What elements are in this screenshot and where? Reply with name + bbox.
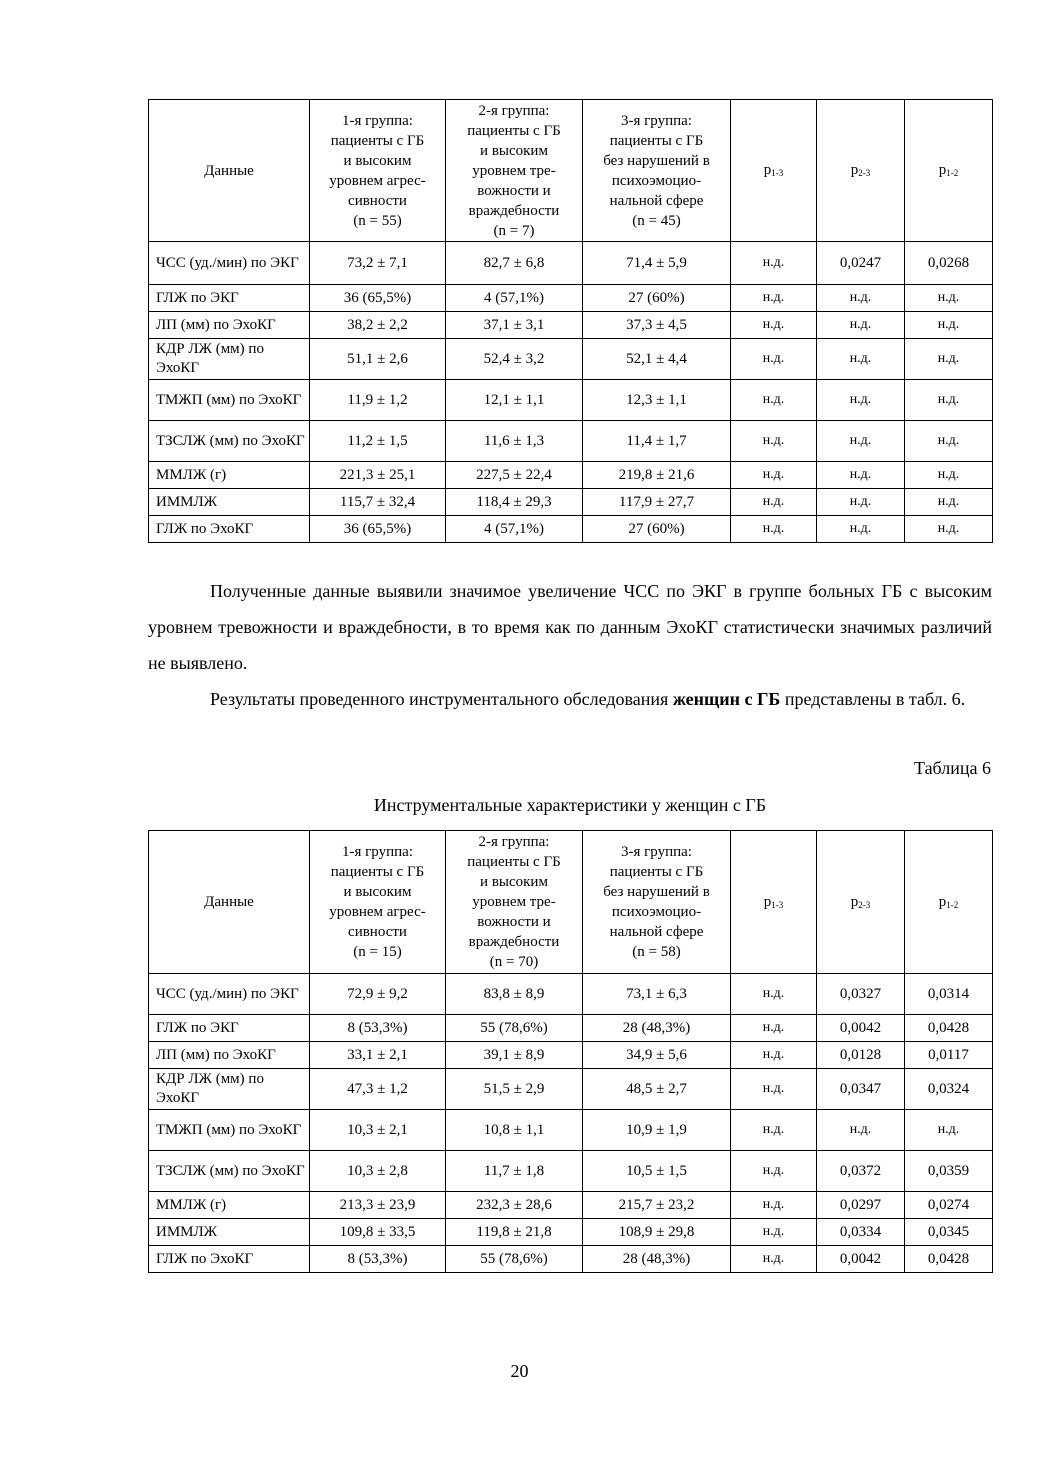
table-row bbox=[149, 489, 993, 516]
table-header-row bbox=[149, 100, 993, 242]
table-row bbox=[149, 380, 993, 421]
cell-p13: н.д. bbox=[731, 1192, 817, 1219]
cell-p23: н.д. bbox=[817, 421, 905, 462]
cell-p12: н.д. bbox=[905, 312, 993, 339]
cell-p12: 0,0428 bbox=[905, 1246, 993, 1273]
paragraph-2: Результаты проведенного инструментального обследования женщин с ГБ представлены в табл. 6. bbox=[210, 689, 966, 709]
paragraph-1: Полученные данные выявили значимое увеличение ЧСС по ЭКГ в группе больных ГБ с высоким уровнем тревожности и враждебности, в то время как по данным ЭхоКГ статистически значимых различий не выявлено. bbox=[148, 581, 992, 673]
table-row bbox=[149, 1246, 993, 1273]
cell-g1: 8 (53,3%) bbox=[310, 1015, 446, 1042]
cell-g1: 221,3 ± 25,1 bbox=[310, 462, 446, 489]
cell-g3: 10,9 ± 1,9 bbox=[583, 1110, 731, 1151]
row-label: ИММЛЖ bbox=[149, 1219, 310, 1246]
table-row bbox=[149, 1110, 993, 1151]
cell-g1: 73,2 ± 7,1 bbox=[310, 242, 446, 285]
cell-p23: н.д. bbox=[817, 285, 905, 312]
cell-g3: 108,9 ± 29,8 bbox=[583, 1219, 731, 1246]
row-label: ЧСС (уд./мин) по ЭКГ bbox=[149, 974, 310, 1015]
cell-p12: 0,0117 bbox=[905, 1042, 993, 1069]
cell-g3: 52,1 ± 4,4 bbox=[583, 339, 731, 380]
cell-p23: н.д. bbox=[817, 489, 905, 516]
header-p13: $p_{1-3}$ bbox=[731, 831, 817, 974]
cell-g2: 12,1 ± 1,1 bbox=[446, 380, 583, 421]
table-row bbox=[149, 285, 993, 312]
table-number: Таблица 6 bbox=[914, 758, 991, 778]
cell-p12: 0,0359 bbox=[905, 1151, 993, 1192]
header-p12: $p_{1-2}$ bbox=[905, 100, 993, 242]
cell-p12: н.д. bbox=[905, 380, 993, 421]
cell-p12: 0,0268 bbox=[905, 242, 993, 285]
header-data: Данные bbox=[149, 100, 310, 242]
cell-p23: н.д. bbox=[817, 339, 905, 380]
cell-g2: 227,5 ± 22,4 bbox=[446, 462, 583, 489]
cell-g3: 27 (60%) bbox=[583, 516, 731, 543]
header-group-2: 2-я группа: пациенты с ГБ и высоким уровнем тре- вожности и враждебности (n = 7) bbox=[446, 100, 583, 242]
cell-p13: н.д. bbox=[731, 516, 817, 543]
cell-g1: 11,2 ± 1,5 bbox=[310, 421, 446, 462]
table-row bbox=[149, 1219, 993, 1246]
cell-p13: н.д. bbox=[731, 1246, 817, 1273]
row-label: ГЛЖ по ЭКГ bbox=[149, 1015, 310, 1042]
cell-p23: 0,0297 bbox=[817, 1192, 905, 1219]
cell-g3: 117,9 ± 27,7 bbox=[583, 489, 731, 516]
cell-p13: н.д. bbox=[731, 1151, 817, 1192]
row-label: ММЛЖ (г) bbox=[149, 462, 310, 489]
cell-g2: 10,8 ± 1,1 bbox=[446, 1110, 583, 1151]
table-row bbox=[149, 1151, 993, 1192]
cell-p13: н.д. bbox=[731, 242, 817, 285]
row-label: ИММЛЖ bbox=[149, 489, 310, 516]
cell-p13: н.д. bbox=[731, 380, 817, 421]
row-label: ТМЖП (мм) по ЭхоКГ bbox=[149, 380, 310, 421]
table-row bbox=[149, 421, 993, 462]
cell-g3: 219,8 ± 21,6 bbox=[583, 462, 731, 489]
cell-p23: н.д. bbox=[817, 516, 905, 543]
cell-p23: н.д. bbox=[817, 380, 905, 421]
cell-p12: н.д. bbox=[905, 462, 993, 489]
header-group-1: 1-я группа: пациенты с ГБ и высоким уровнем агрес- сивности (n = 15) bbox=[310, 831, 446, 974]
row-label: ММЛЖ (г) bbox=[149, 1192, 310, 1219]
cell-g2: 4 (57,1%) bbox=[446, 285, 583, 312]
header-p23: $p_{2-3}$ bbox=[817, 831, 905, 974]
cell-p23: н.д. bbox=[817, 312, 905, 339]
cell-g1: 8 (53,3%) bbox=[310, 1246, 446, 1273]
cell-g2: 39,1 ± 8,9 bbox=[446, 1042, 583, 1069]
cell-p12: 0,0428 bbox=[905, 1015, 993, 1042]
row-label: КДР ЛЖ (мм) по ЭхоКГ bbox=[149, 1069, 310, 1110]
row-label: ЛП (мм) по ЭхоКГ bbox=[149, 1042, 310, 1069]
table-header-row bbox=[149, 831, 993, 974]
row-label: КДР ЛЖ (мм) по ЭхоКГ bbox=[149, 339, 310, 380]
row-label: ГЛЖ по ЭхоКГ bbox=[149, 516, 310, 543]
table-row bbox=[149, 516, 993, 543]
cell-g3: 10,5 ± 1,5 bbox=[583, 1151, 731, 1192]
row-label: ГЛЖ по ЭКГ bbox=[149, 285, 310, 312]
row-label: ГЛЖ по ЭхоКГ bbox=[149, 1246, 310, 1273]
cell-g2: 37,1 ± 3,1 bbox=[446, 312, 583, 339]
row-label: ЛП (мм) по ЭхоКГ bbox=[149, 312, 310, 339]
cell-g3: 71,4 ± 5,9 bbox=[583, 242, 731, 285]
cell-g1: 72,9 ± 9,2 bbox=[310, 974, 446, 1015]
cell-g3: 37,3 ± 4,5 bbox=[583, 312, 731, 339]
cell-g2: 11,7 ± 1,8 bbox=[446, 1151, 583, 1192]
cell-p23: 0,0327 bbox=[817, 974, 905, 1015]
table-caption: Инструментальные характеристики у женщин с ГБ bbox=[373, 795, 767, 815]
table-1 bbox=[148, 99, 993, 543]
row-label: ТМЖП (мм) по ЭхоКГ bbox=[149, 1110, 310, 1151]
cell-p23: 0,0347 bbox=[817, 1069, 905, 1110]
cell-g2: 232,3 ± 28,6 bbox=[446, 1192, 583, 1219]
cell-p13: н.д. bbox=[731, 974, 817, 1015]
table-row bbox=[149, 1192, 993, 1219]
header-p12: $p_{1-2}$ bbox=[905, 831, 993, 974]
header-group-2: 2-я группа: пациенты с ГБ и высоким уровнем тре- вожности и враждебности (n = 70) bbox=[446, 831, 583, 974]
cell-p12: 0,0314 bbox=[905, 974, 993, 1015]
table-row bbox=[149, 974, 993, 1015]
cell-g2: 55 (78,6%) bbox=[446, 1015, 583, 1042]
cell-p13: н.д. bbox=[731, 1069, 817, 1110]
cell-p13: н.д. bbox=[731, 462, 817, 489]
cell-g1: 36 (65,5%) bbox=[310, 516, 446, 543]
cell-p12: 0,0274 bbox=[905, 1192, 993, 1219]
table-row bbox=[149, 1042, 993, 1069]
cell-g2: 51,5 ± 2,9 bbox=[446, 1069, 583, 1110]
cell-g1: 10,3 ± 2,8 bbox=[310, 1151, 446, 1192]
cell-g2: 82,7 ± 6,8 bbox=[446, 242, 583, 285]
cell-g2: 118,4 ± 29,3 bbox=[446, 489, 583, 516]
row-label: ЧСС (уд./мин) по ЭКГ bbox=[149, 242, 310, 285]
cell-g2: 52,4 ± 3,2 bbox=[446, 339, 583, 380]
cell-g3: 73,1 ± 6,3 bbox=[583, 974, 731, 1015]
cell-g1: 47,3 ± 1,2 bbox=[310, 1069, 446, 1110]
cell-p12: н.д. bbox=[905, 339, 993, 380]
table-row bbox=[149, 242, 993, 285]
cell-g3: 34,9 ± 5,6 bbox=[583, 1042, 731, 1069]
cell-p12: н.д. bbox=[905, 421, 993, 462]
cell-p13: н.д. bbox=[731, 421, 817, 462]
cell-g1: 213,3 ± 23,9 bbox=[310, 1192, 446, 1219]
table-row bbox=[149, 1069, 993, 1110]
cell-g3: 28 (48,3%) bbox=[583, 1015, 731, 1042]
table-2 bbox=[148, 830, 993, 1273]
header-data: Данные bbox=[149, 831, 310, 974]
table-row bbox=[149, 339, 993, 380]
cell-p23: 0,0247 bbox=[817, 242, 905, 285]
cell-p23: 0,0334 bbox=[817, 1219, 905, 1246]
cell-p23: н.д. bbox=[817, 1110, 905, 1151]
cell-g1: 33,1 ± 2,1 bbox=[310, 1042, 446, 1069]
header-group-1: 1-я группа: пациенты с ГБ и высоким уровнем агрес- сивности (n = 55) bbox=[310, 100, 446, 242]
cell-g3: 48,5 ± 2,7 bbox=[583, 1069, 731, 1110]
cell-p12: 0,0345 bbox=[905, 1219, 993, 1246]
cell-p12: н.д. bbox=[905, 489, 993, 516]
cell-p23: 0,0128 bbox=[817, 1042, 905, 1069]
cell-p13: н.д. bbox=[731, 339, 817, 380]
cell-p23: н.д. bbox=[817, 462, 905, 489]
cell-p23: 0,0372 bbox=[817, 1151, 905, 1192]
header-p13: $p_{1-3}$ bbox=[731, 100, 817, 242]
cell-p12: н.д. bbox=[905, 285, 993, 312]
table-row bbox=[149, 1015, 993, 1042]
page-number: 20 bbox=[510, 1361, 529, 1381]
cell-p23: 0,0042 bbox=[817, 1015, 905, 1042]
cell-g3: 215,7 ± 23,2 bbox=[583, 1192, 731, 1219]
cell-p12: 0,0324 bbox=[905, 1069, 993, 1110]
cell-g1: 10,3 ± 2,1 bbox=[310, 1110, 446, 1151]
cell-g2: 4 (57,1%) bbox=[446, 516, 583, 543]
cell-p13: н.д. bbox=[731, 1015, 817, 1042]
header-group-3: 3-я группа: пациенты с ГБ без нарушений в психоэмоцио- нальной сфере (n = 45) bbox=[583, 100, 731, 242]
cell-g2: 55 (78,6%) bbox=[446, 1246, 583, 1273]
cell-p12: н.д. bbox=[905, 1110, 993, 1151]
cell-p13: н.д. bbox=[731, 285, 817, 312]
cell-g3: 12,3 ± 1,1 bbox=[583, 380, 731, 421]
table-row bbox=[149, 462, 993, 489]
cell-p13: н.д. bbox=[731, 312, 817, 339]
table-row bbox=[149, 312, 993, 339]
row-label: ТЗСЛЖ (мм) по ЭхоКГ bbox=[149, 1151, 310, 1192]
cell-g2: 119,8 ± 21,8 bbox=[446, 1219, 583, 1246]
cell-p13: н.д. bbox=[731, 489, 817, 516]
cell-g1: 115,7 ± 32,4 bbox=[310, 489, 446, 516]
header-group-3: 3-я группа: пациенты с ГБ без нарушений в психоэмоцио- нальной сфере (n = 58) bbox=[583, 831, 731, 974]
cell-g1: 51,1 ± 2,6 bbox=[310, 339, 446, 380]
cell-g1: 38,2 ± 2,2 bbox=[310, 312, 446, 339]
cell-g3: 11,4 ± 1,7 bbox=[583, 421, 731, 462]
cell-g2: 11,6 ± 1,3 bbox=[446, 421, 583, 462]
header-p23: $p_{2-3}$ bbox=[817, 100, 905, 242]
cell-p23: 0,0042 bbox=[817, 1246, 905, 1273]
cell-g1: 36 (65,5%) bbox=[310, 285, 446, 312]
cell-g3: 27 (60%) bbox=[583, 285, 731, 312]
cell-g1: 109,8 ± 33,5 bbox=[310, 1219, 446, 1246]
cell-p13: н.д. bbox=[731, 1110, 817, 1151]
cell-g3: 28 (48,3%) bbox=[583, 1246, 731, 1273]
cell-g1: 11,9 ± 1,2 bbox=[310, 380, 446, 421]
row-label: ТЗСЛЖ (мм) по ЭхоКГ bbox=[149, 421, 310, 462]
cell-p13: н.д. bbox=[731, 1042, 817, 1069]
cell-p13: н.д. bbox=[731, 1219, 817, 1246]
cell-p12: н.д. bbox=[905, 516, 993, 543]
cell-g2: 83,8 ± 8,9 bbox=[446, 974, 583, 1015]
